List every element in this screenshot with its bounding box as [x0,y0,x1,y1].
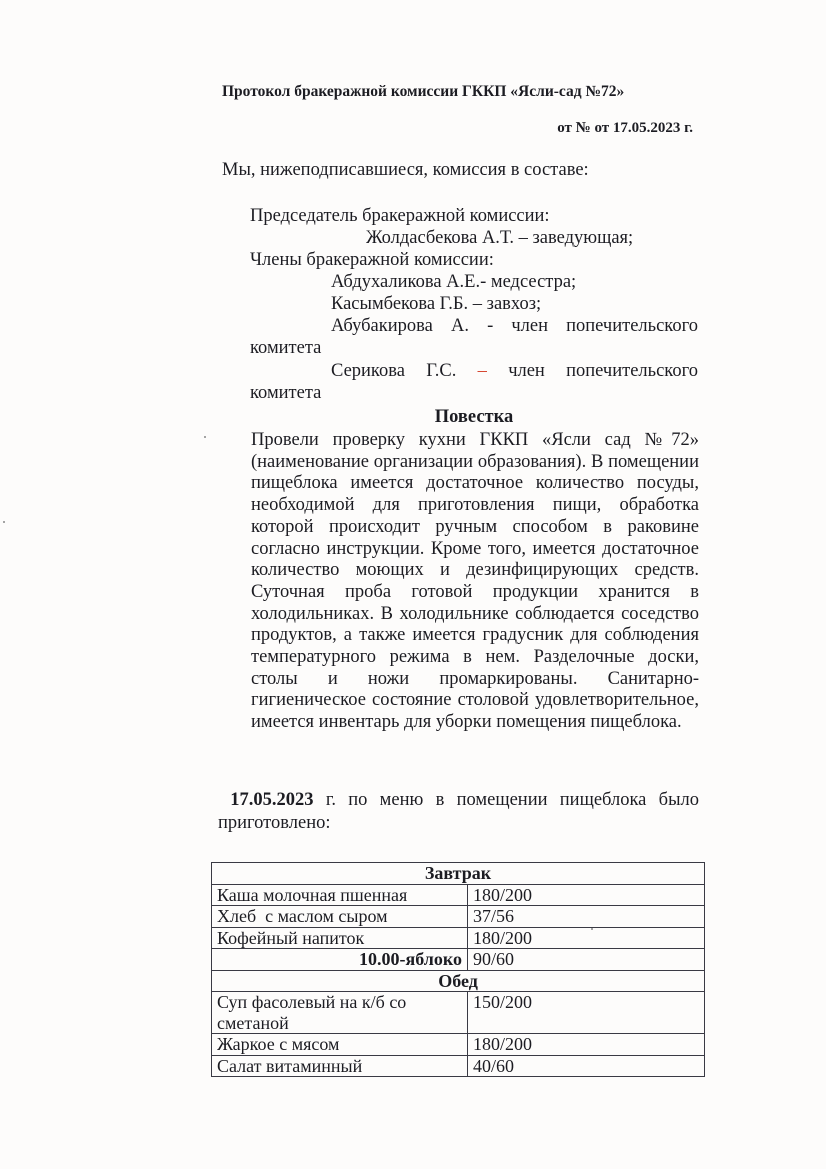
scan-speck [204,436,206,438]
dish-name: Кофейный напиток [212,927,468,949]
dish-portion: 180/200 [468,884,705,906]
member-3-surname: Абубакирова [331,316,433,336]
dish-name: Салат витаминный [212,1055,468,1077]
dish-portion: 40/60 [468,1055,705,1077]
member-4-initials: Г.С. [426,361,457,381]
member-3 [331,316,698,338]
document-title: Протокол бракеражной комиссии ГККП «Ясли-сад №72» [222,83,625,100]
snack-portion: 90/60 [468,949,705,971]
table-row [212,884,705,906]
table-row [212,992,705,1034]
menu-intro-date: 17.05.2023 [230,790,314,810]
menu-intro [218,789,699,835]
chair-label: Председатель бракеражной комиссии: [250,206,550,226]
member-4-dash: – [477,361,487,381]
dish-name: Жаркое с мясом [212,1034,468,1056]
dish-portion: 180/200 [468,1034,705,1056]
lunch-header-row [212,970,705,992]
member-3-continuation: комитета [250,338,322,358]
member-2: Касымбекова Г.Б. – завхоз; [331,294,542,314]
member-1: Абдухаликова А.Е.- медсестра; [331,272,577,292]
snack-row [212,949,705,971]
scan-speck [3,521,5,523]
members-label: Члены бракеражной комиссии: [250,250,494,270]
member-4-surname: Серикова [331,361,405,381]
member-3-dash: - [487,316,494,336]
intro-text: Мы, нижеподписавшиеся, комиссия в составе: [222,160,589,180]
table-row [212,1034,705,1056]
agenda-text: Провели проверку кухни ГККП «Ясли сад №72» (наименование организации образования). В помещении пищеблока имеется достаточное количество посуды, необходимой для приготовления пищи, обработка которой происходит ручным способом в раковине согласно инструкции. Кроме того, имеется достаточное количество моющих и дезинфицирующих средств. Суточная проба готовой продукции хранится в холодильниках. В холодильнике соблюдается соседство продуктов, а также имеется градусник для соблюдения температурного режима в нем. Разделочные доски, столы и ножи промаркированы. Санитарно-гигиеническое состояние столовой удовлетворительное, имеется инвентарь для уборки помещения пищеблока. [251,430,699,733]
menu-table [211,862,705,1077]
table-row [212,906,705,928]
member-4-role-word: член [508,361,545,381]
member-4-role-rest: попечительского [566,361,698,381]
dish-name: Суп фасолевый на к/б со сметаной [212,992,468,1034]
dish-portion: 150/200 [468,992,705,1034]
breakfast-title: Завтрак [212,863,705,885]
dish-portion: 180/200 [468,927,705,949]
snack-name: 10.00-яблоко [212,949,468,971]
member-3-role-word: член [511,316,549,336]
member-4 [331,361,698,383]
member-3-initials: А. [450,316,469,336]
table-row [212,1055,705,1077]
lunch-title: Обед [212,970,705,992]
protocol-number-date: от № от 17.05.2023 г. [557,120,693,136]
chair-name: Жолдасбекова А.Т. – заведующая; [366,228,634,248]
breakfast-header-row [212,863,705,885]
table-row [212,927,705,949]
member-4-continuation: комитета [250,383,322,403]
dish-name: Хлеб с маслом сыром [212,906,468,928]
agenda-title: Повестка [434,407,514,427]
member-3-role-rest: попечительского [566,316,698,336]
dish-name: Каша молочная пшенная [212,884,468,906]
menu-intro-text: г. по меню в помещении пищеблока было приготовлено: [218,790,700,833]
scan-speck [591,928,593,930]
dish-portion: 37/56 [468,906,705,928]
